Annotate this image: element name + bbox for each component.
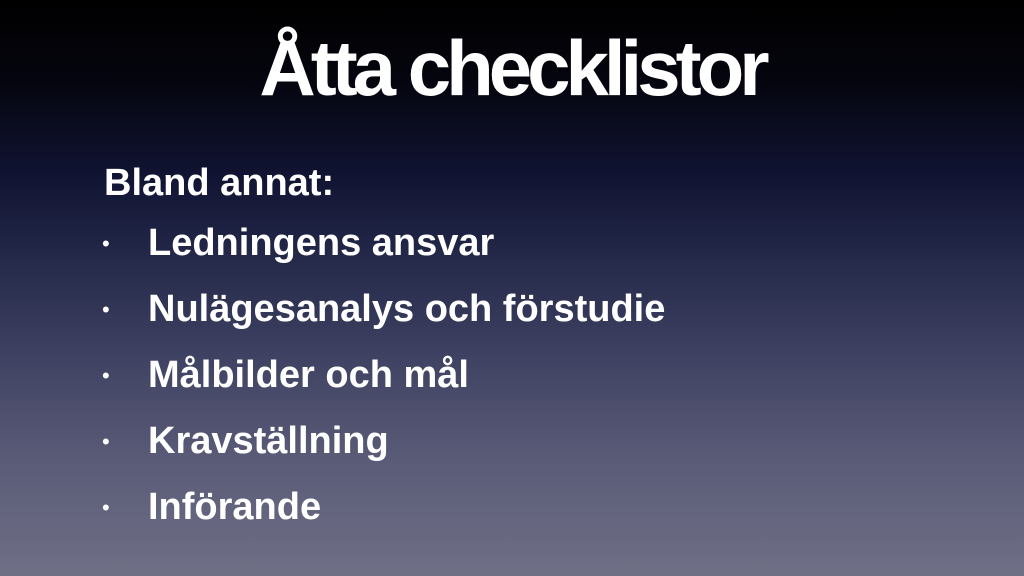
bullet-icon: • (102, 495, 110, 520)
bullet-text: Införande (148, 486, 322, 528)
bullet-icon: • (102, 231, 110, 256)
slide-title: Åtta checklistor (259, 24, 765, 112)
intro-text: Bland annat: (104, 162, 335, 204)
bullet-item (0, 479, 900, 545)
bullet-item (0, 347, 900, 413)
bullet-list (0, 215, 900, 545)
bullet-text: Målbilder och mål (148, 354, 469, 396)
bullet-text: Ledningens ansvar (148, 222, 495, 264)
bullet-icon: • (102, 363, 110, 388)
bullet-icon: • (102, 429, 110, 454)
bullet-item (0, 413, 900, 479)
bullet-text: Kravställning (148, 420, 389, 462)
bullet-item (0, 215, 900, 281)
bullet-icon: • (102, 297, 110, 322)
bullet-item (0, 281, 900, 347)
bullet-text: Nulägesanalys och förstudie (148, 288, 666, 330)
